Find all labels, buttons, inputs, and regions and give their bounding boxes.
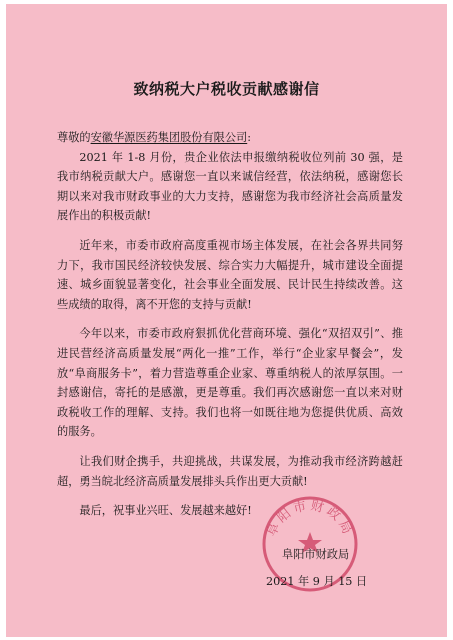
letter-page (6, 4, 447, 637)
seal-text: 阜阳市财政局 (264, 498, 356, 540)
salutation-suffix: : (247, 131, 251, 144)
company-name: 安徽华源医药集团股份有限公司 (90, 131, 248, 144)
salutation (57, 128, 403, 148)
salutation-prefix: 尊敬的 (57, 131, 91, 144)
letter-title: 致纳税大户税收贡献感谢信 (133, 80, 320, 98)
paragraph-4: 让我们财企携手，共迎挑战，共谋发展，为推动我市经济跨越赶超，勇当皖北经济高质量发展排头兵作出更大贡献! (57, 454, 403, 488)
letter-body (57, 128, 403, 521)
paragraph-1: 2021 年 1-8 月份，贵企业依法申报缴纳税收位列前 30 强，是我市纳税贡献大户。感谢您一直以来诚信经营，依法纳税，感谢您长期以来对我市财政事业的大力支持，感谢您为我市经济社会高质量发展作出的积极贡献! (57, 150, 403, 223)
paragraph-5: 最后，祝事业兴旺、发展越来越好! (79, 504, 252, 518)
paragraph-3: 今年以来，市委市政府狠抓优化营商环境、强化“双招双引”、推进民营经济高质量发展“两化一推”工作，举行“企业家早餐会”，发放“阜商服务卡”，着力营造尊重企业家、尊重纳税人的浓厚氛围。一封感谢信，寄托的是感激，更是尊重。我们再次感谢您一直以来对财政税收工作的理解、支持。我们也将一如既往地为您提供优质、高效的服务。 (57, 327, 403, 439)
paragraph-2: 近年来，市委市政府高度重视市场主体发展，在社会各界共同努力下，我市国民经济较快发展、综合实力大幅提升，城市建设全面提速、城乡面貌显著变化，社会事业全面发展、民计民生持续改善。这些成绩的取得，离不开您的支持与贡献! (57, 238, 403, 311)
signature-organization: 阜阳市财政局 (282, 548, 350, 561)
signature-date: 2021 年 9 月 15 日 (266, 575, 368, 588)
